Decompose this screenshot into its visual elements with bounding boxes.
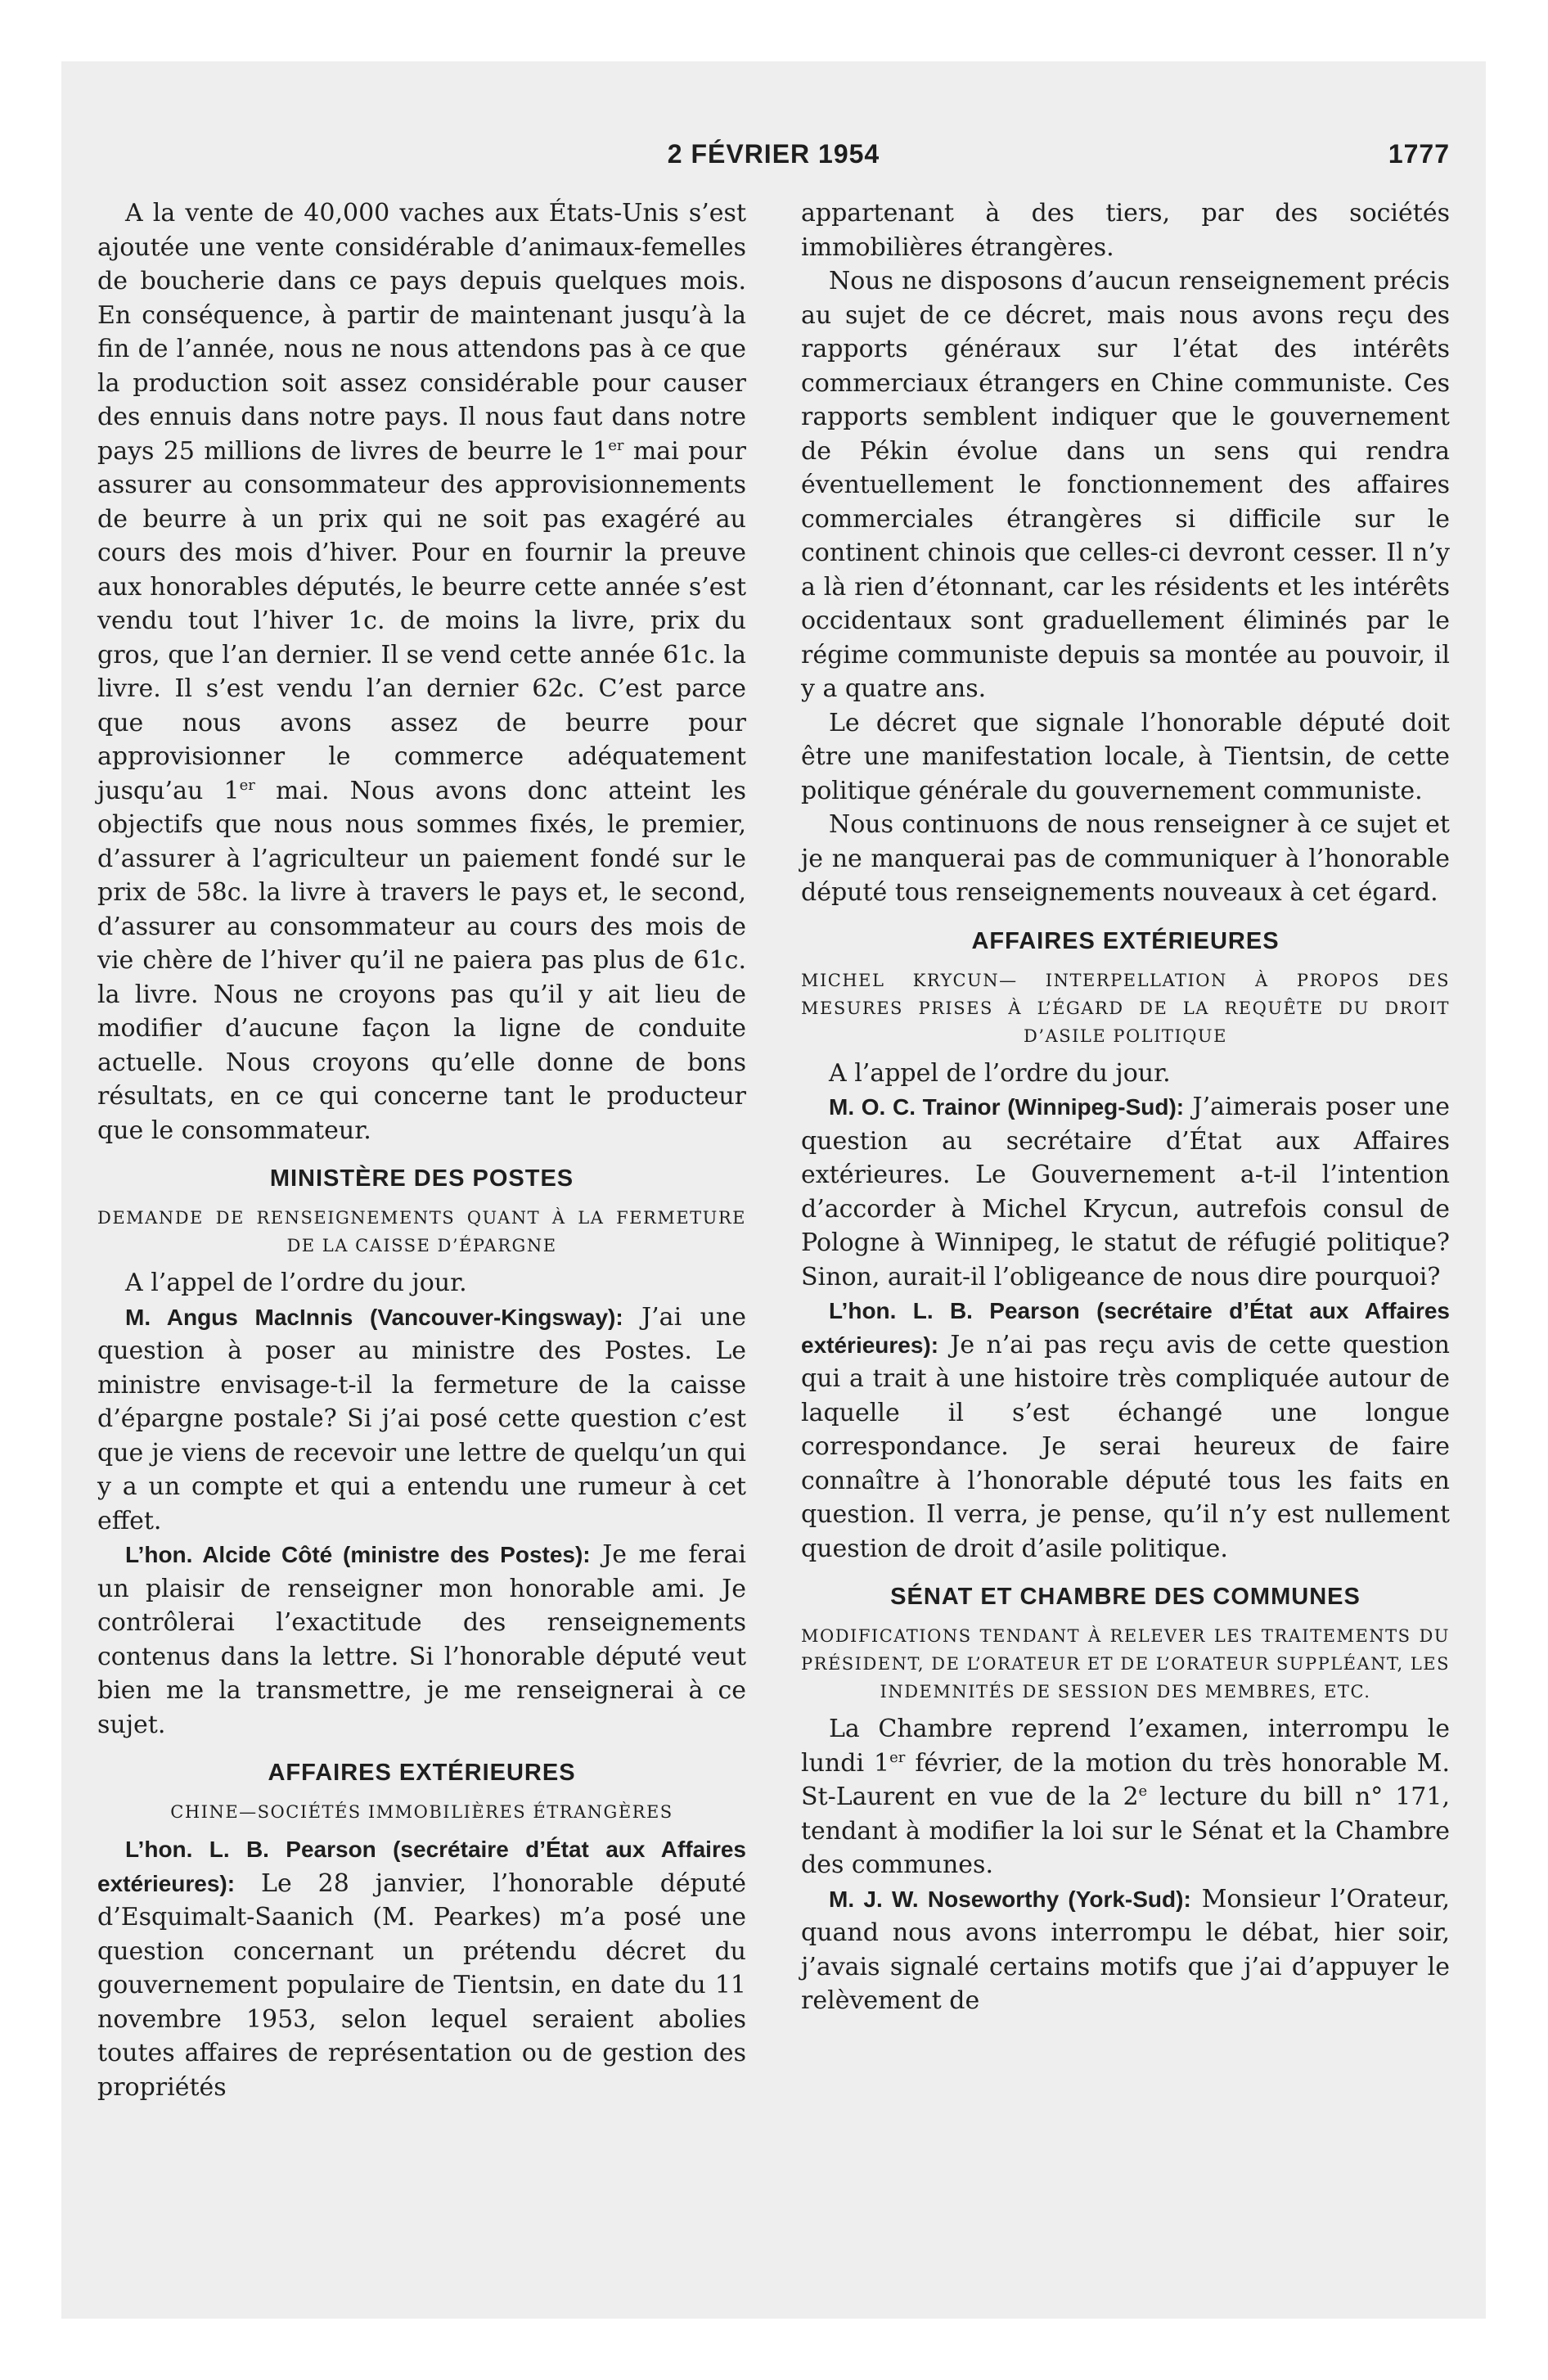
scanned-page [61,61,1486,2319]
subheading-postes: DEMANDE DE RENSEIGNEMENTS QUANT À LA FERMETURE DE LA CAISSE D’ÉPARGNE [97,1208,746,1255]
section-heading-affaires-exterieures: AFFAIRES EXTÉRIEURES [971,927,1280,954]
left-column [97,196,746,2104]
speaker-name: M. J. W. Noseworthy (York-Sud): [829,1886,1191,1912]
paragraph: Nous continuons de nous renseigner à ce sujet et je ne manquerai pas de communiquer à l’honorable député tous renseignements nouveaux à cet égard. [801,810,1450,907]
speaker-name: L’hon. Alcide Côté (ministre des Postes): [125,1542,591,1567]
paragraph: A l’appel de l’ordre du jour. [829,1058,1171,1088]
page-date: 2 FÉVRIER 1954 [667,139,880,169]
speech-pearson: L’hon. L. B. Pearson (secrétaire d’État aux Affaires extérieures): Le 28 janvier, l’honorable député d’Esquimalt-Saanich (M. Pearkes) m’a posé une question concernant un prétendu décret du gouvernement populaire de Tientsin, en date du 11 novembre 1953, selon lequel seraient abolies toutes affaires de représentation ou de gestion des propriétés [97,1837,746,2102]
subheading-traitements: MODIFICATIONS TENDANT À RELEVER LES TRAITEMENTS DU PRÉSIDENT, DE L’ORATEUR ET DE L’ORATEUR SUPPLÉANT, LES INDEMNITÉS DE SESSION DES MEMBRES, ETC. [801,1626,1450,1702]
speaker-name: L’hon. L. B. Pearson (secrétaire d’État aux Affaires extérieures): [97,1837,746,1896]
speech-trainor: M. O. C. Trainor (Winnipeg-Sud): J’aimerais poser une question au secrétaire d’État aux Affaires extérieures. Le Gouvernement a-t-il l’intention d’accorder à Michel Krycun, autrefois consul de Pologne à Winnipeg, le statut de réfugié politique? Sinon, aurait-il l’obligeance de nous dire pourquoi? [801,1093,1450,1291]
right-column [801,196,1450,2104]
subheading-krycun: MICHEL KRYCUN— INTERPELLATION À PROPOS DES MESURES PRISES À L’ÉGARD DE LA REQUÊTE DU DROIT D’ASILE POLITIQUE [801,970,1450,1046]
speech-cote: L’hon. Alcide Côté (ministre des Postes): Je me ferai un plaisir de renseigner mon honorable ami. Je contrôlerai l’exactitude des renseignements contenus dans la lettre. Si l’honorable député veut bien me la transmettre, je me renseignerai à ce sujet. [97,1540,746,1739]
speaker-name: M. Angus MacInnis (Vancouver-Kingsway): [125,1304,623,1330]
paragraph: Le décret que signale l’honorable député doit être une manifestation locale, à Tientsin, de cette politique générale du gouvernement communiste. [801,708,1450,805]
paragraph: A la vente de 40,000 vaches aux États-Unis s’est ajoutée une vente considérable d’animaux-femelles de boucherie dans ce pays depuis quelques mois. En conséquence, à partir de maintenant jusqu’à la fin de l’année, nous ne nous attendons pas à ce que la production soit assez considérable pour causer des ennuis dans notre pays. Il nous faut dans notre pays 25 millions de livres de beurre le 1er mai pour assurer au consommateur des approvisionnements de beurre à un prix qui ne soit pas exagéré au cours des mois d’hiver. Pour en fournir la preuve aux honorables députés, le beurre cette année s’est vendu tout l’hiver 1c. de moins la livre, prix du gros, que l’an dernier. Il se vend cette année 61c. la livre. Il s’est vendu l’an dernier 62c. C’est parce que nous avons assez de beurre pour approvisionner le commerce adéquatement jusqu’au 1er mai. Nous avons donc atteint les objectifs que nous nous sommes fixés, le premier, d’assurer à l’agriculteur un paiement fondé sur le prix de 58c. la livre à travers le pays et, le second, d’assurer au consommateur au cours des mois de vie chère de l’hiver qu’il ne paiera pas plus de 61c. la livre. Nous ne croyons pas qu’il y ait lieu de modifier d’aucune façon la ligne de conduite actuelle. Nous croyons qu’elle donne de bons résultats, en ce qui concerne tant le producteur que le consommateur. [97,199,746,1145]
paragraph: La Chambre reprend l’examen, interrompu le lundi 1er février, de la motion du très honorable M. St-Laurent en vue de la 2e lecture du bill n° 171, tendant à modifier la loi sur le Sénat et la Chambre des communes. [801,1715,1450,1879]
paragraph: appartenant à des tiers, par des sociétés immobilières étrangères. [801,199,1450,262]
subheading-chine: CHINE—SOCIÉTÉS IMMOBILIÈRES ÉTRANGÈRES [170,1802,673,1822]
section-heading-affaires-exterieures: AFFAIRES EXTÉRIEURES [268,1760,576,1786]
speech-noseworthy: M. J. W. Noseworthy (York-Sud): Monsieur l’Orateur, quand nous avons interrompu le débat, hier soir, j’avais signalé certains motifs que j’ai d’appuyer le relèvement de [801,1884,1450,2015]
paragraph: A l’appel de l’ordre du jour. [125,1269,467,1297]
section-heading-senat: SÉNAT ET CHAMBRE DES COMMUNES [890,1584,1361,1610]
speaker-name: M. O. C. Trainor (Winnipeg-Sud): [829,1094,1185,1120]
section-heading-postes: MINISTÈRE DES POSTES [269,1165,574,1192]
speech-pearson: L’hon. L. B. Pearson (secrétaire d’État aux Affaires extérieures): Je n’ai pas reçu avis de cette question qui a trait à une histoire très compliquée autour de laquelle il s’est échangé une longue correspondance. Je serai heureux de faire connaître à l’honorable député tous les faits en question. Il verra, je pense, qu’il n’y est nullement question de droit d’asile politique. [801,1298,1450,1563]
speech-macinnis: M. Angus MacInnis (Vancouver-Kingsway): J’ai une question à poser au ministre des Postes. Le ministre envisage-t-il la fermeture de la caisse d’épargne postale? Si j’ai posé cette question c’est que je viens de recevoir une lettre de quelqu’un qui y a un compte et qui a entendu une rumeur à cet effet. [97,1302,746,1535]
page-header [97,139,1450,196]
page-number: 1777 [1388,139,1450,169]
paragraph: Nous ne disposons d’aucun renseignement précis au sujet de ce décret, mais nous avons reçu des rapports généraux sur l’état des intérêts commerciaux étrangers en Chine communiste. Ces rapports semblent indiquer que le gouvernement de Pékin évolue dans un sens qui rendra éventuellement le fonctionnement des affaires commerciales étrangères si difficile sur le continent chinois que celles-ci devront cesser. Il n’y a là rien d’étonnant, car les résidents et les intérêts occidentaux sont graduellement éliminés par le régime communiste depuis sa montée au pouvoir, il y a quatre ans. [801,267,1450,703]
speaker-name: L’hon. L. B. Pearson (secrétaire d’État aux Affaires extérieures): [801,1298,1450,1358]
hansard-page [97,139,1450,2104]
